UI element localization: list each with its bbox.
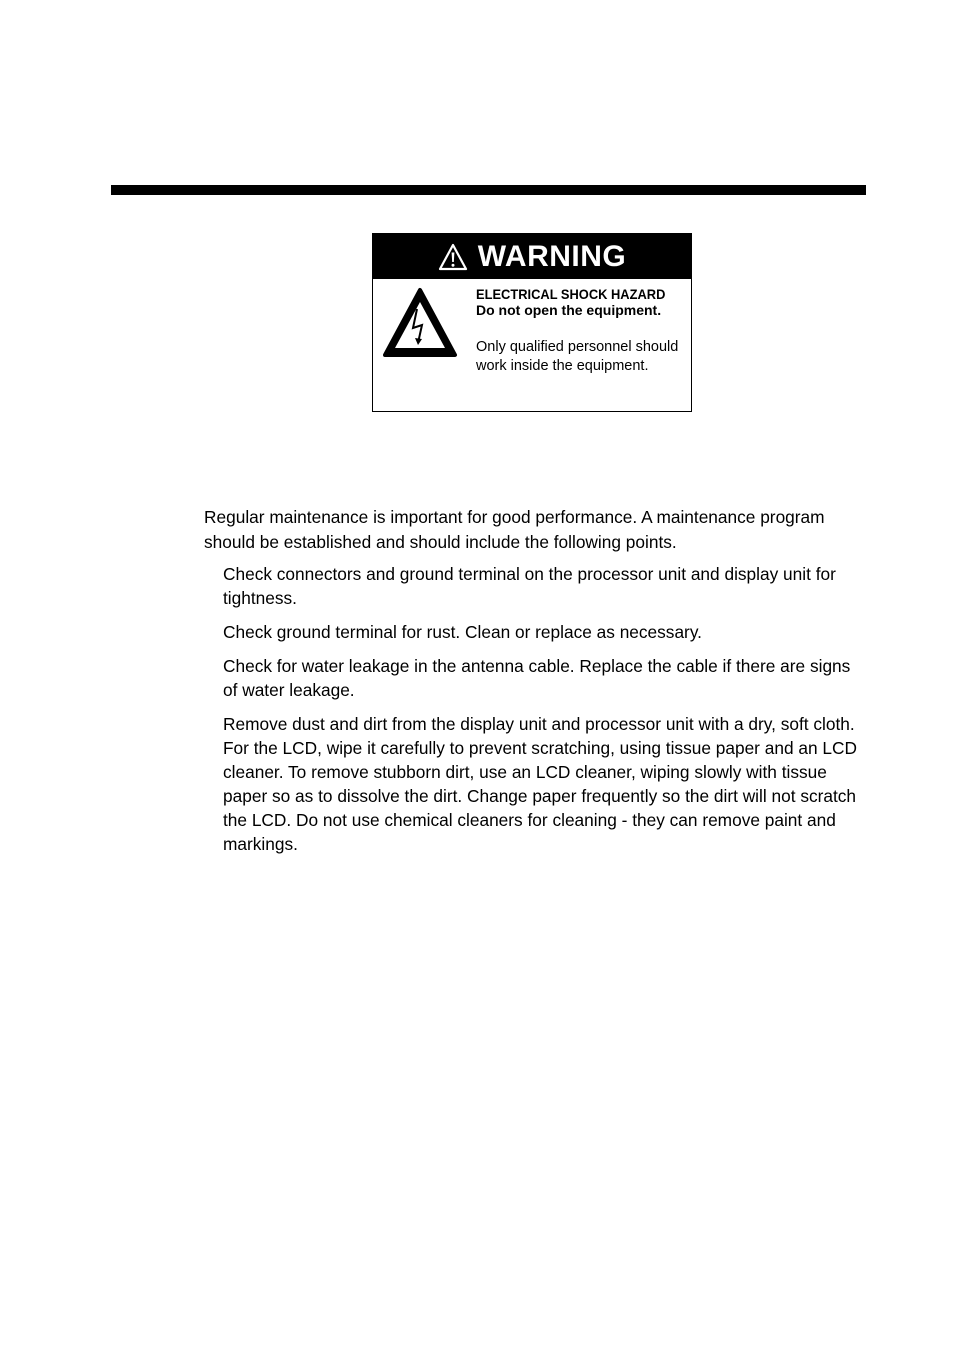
warning-text — [476, 286, 690, 375]
checklist-item: Check connectors and ground terminal on the processor unit and display unit for tightness. — [223, 564, 836, 608]
warning-title: WARNING — [477, 239, 627, 273]
warning-triangle-icon — [438, 243, 468, 271]
hazard-subtitle: Do not open the equipment. — [476, 302, 662, 318]
checklist-item: Check for water leakage in the antenna cable. Replace the cable if there are signs of water leakage. — [223, 656, 851, 700]
hazard-title: ELECTRICAL SHOCK HAZARD — [476, 286, 666, 302]
electrical-shock-icon — [382, 287, 458, 359]
hazard-body: Only qualified personnel should work inside the equipment. — [476, 339, 679, 374]
maintenance-checklist — [223, 562, 863, 866]
header-rule — [111, 185, 866, 195]
intro-paragraph: Regular maintenance is important for good performance. A maintenance program should be established and should include the following points. — [204, 507, 825, 553]
checklist-item: Remove dust and dirt from the display unit and processor unit with a dry, soft cloth. For the LCD, wipe it carefully to prevent scratching, using tissue paper and an LCD cleaner. To remove stubborn dirt, use an LCD cleaner, wiping slowly with tissue paper so as to dissolve the dirt. Change paper frequently so the dirt will not scratch the LCD. Do not use chemical cleaners for cleaning - they can remove paint and markings. — [223, 714, 857, 854]
warning-box — [372, 233, 692, 412]
checklist-item: Check ground terminal for rust. Clean or replace as necessary. — [223, 622, 702, 642]
warning-header — [373, 234, 691, 279]
